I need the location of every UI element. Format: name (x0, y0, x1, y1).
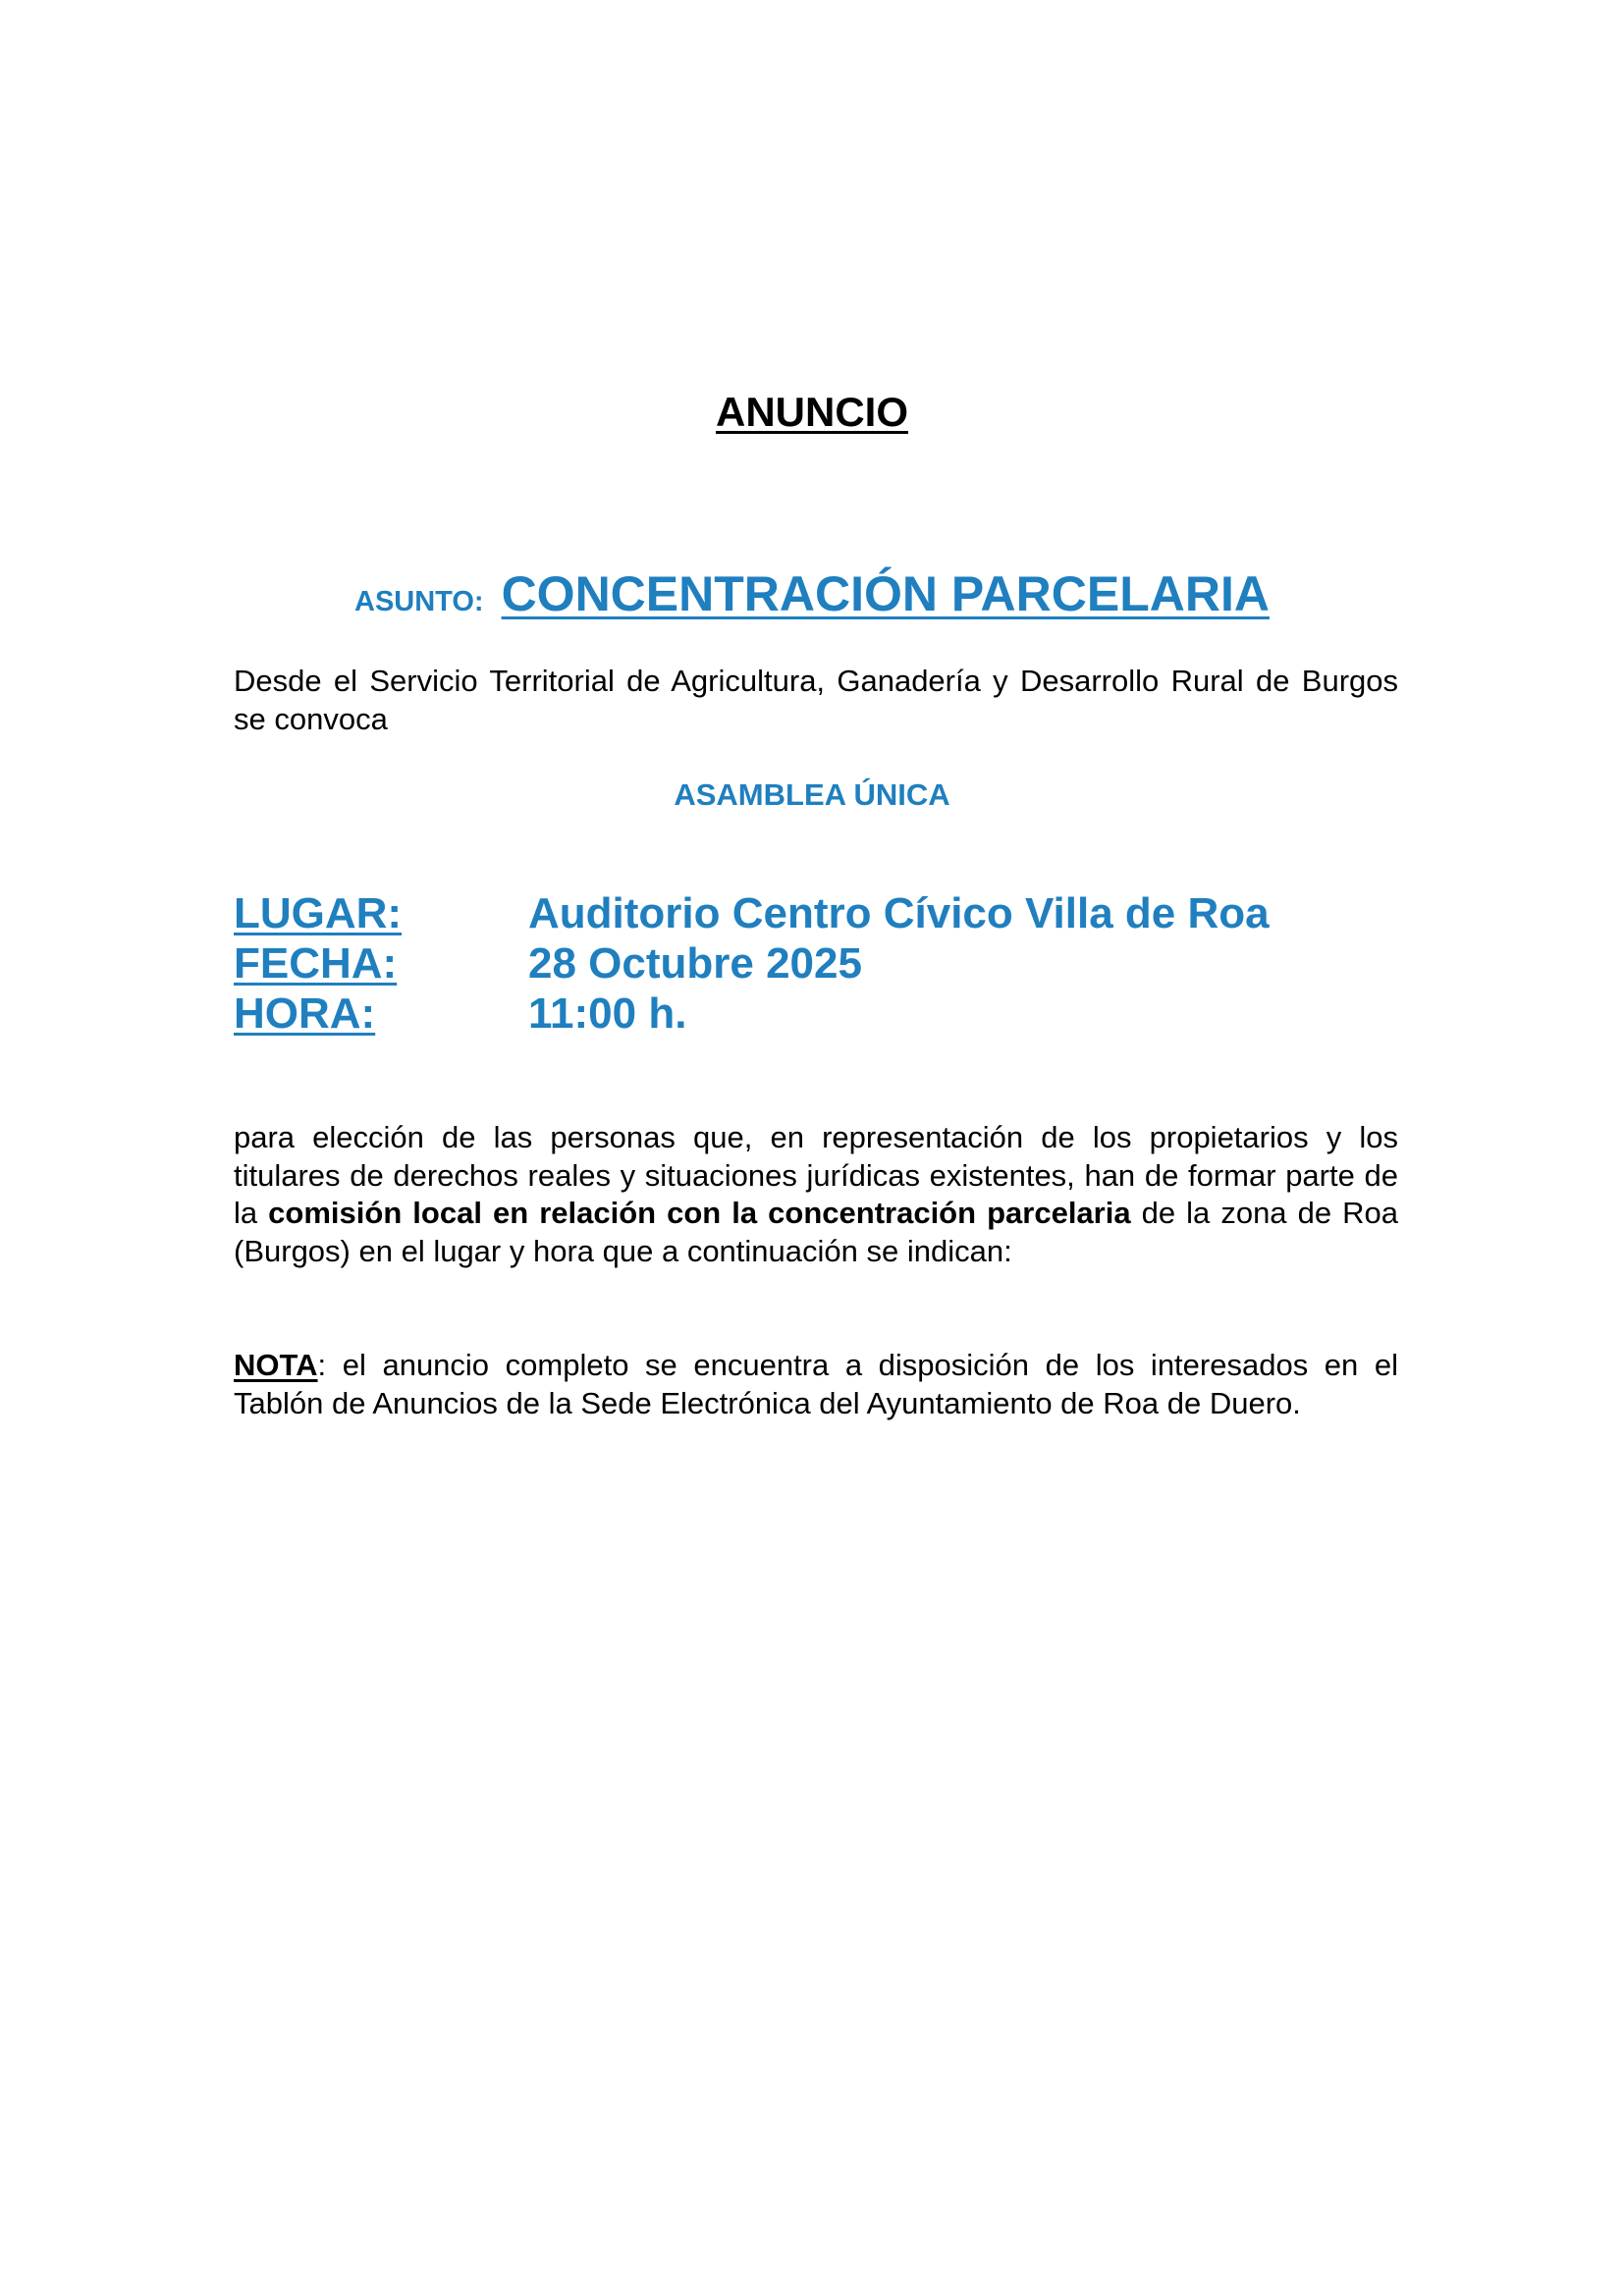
detail-value: Auditorio Centro Cívico Villa de Roa (528, 889, 1270, 937)
subject-label: ASUNTO: (354, 586, 484, 617)
intro-paragraph: Desde el Servicio Territorial de Agricultura, Ganadería y Desarrollo Rural de Burgos se convoca (234, 664, 1398, 736)
body-text-end: de la zona de Roa (Burgos) en el lugar y hora que a continuación se indican: (234, 1196, 1398, 1268)
detail-row-time (234, 988, 1270, 1039)
assembly-heading: ASAMBLEA ÚNICA (674, 777, 950, 812)
subject-line (0, 565, 1624, 622)
detail-row-date (234, 938, 1270, 988)
detail-value: 11:00 h. (528, 989, 687, 1038)
detail-key: LUGAR: (234, 889, 403, 937)
note-paragraph (234, 1347, 1398, 1422)
detail-row-place (234, 888, 1270, 938)
subject-value: CONCENTRACIÓN PARCELARIA (501, 566, 1270, 621)
body-paragraph (234, 1119, 1398, 1270)
note-text: : el anuncio completo se encuentra a disposición de los interesados en el Tablón de Anuncios de la Sede Electrónica del Ayuntamiento de Roa de Duero. (234, 1348, 1398, 1420)
document-title: ANUNCIO (716, 389, 908, 435)
detail-value: 28 Octubre 2025 (528, 939, 862, 988)
meeting-details (234, 888, 1270, 1039)
detail-key: FECHA: (234, 939, 398, 988)
note-label: NOTA (234, 1348, 318, 1382)
body-text-bold: comisión local en relación con la concentración parcelaria (268, 1196, 1131, 1230)
body-text-start: para elección de las personas que, en representación de los propietarios y los titulares de derechos reales y situaciones jurídicas existentes, han de formar parte de la (234, 1120, 1398, 1230)
detail-key: HORA: (234, 989, 376, 1038)
